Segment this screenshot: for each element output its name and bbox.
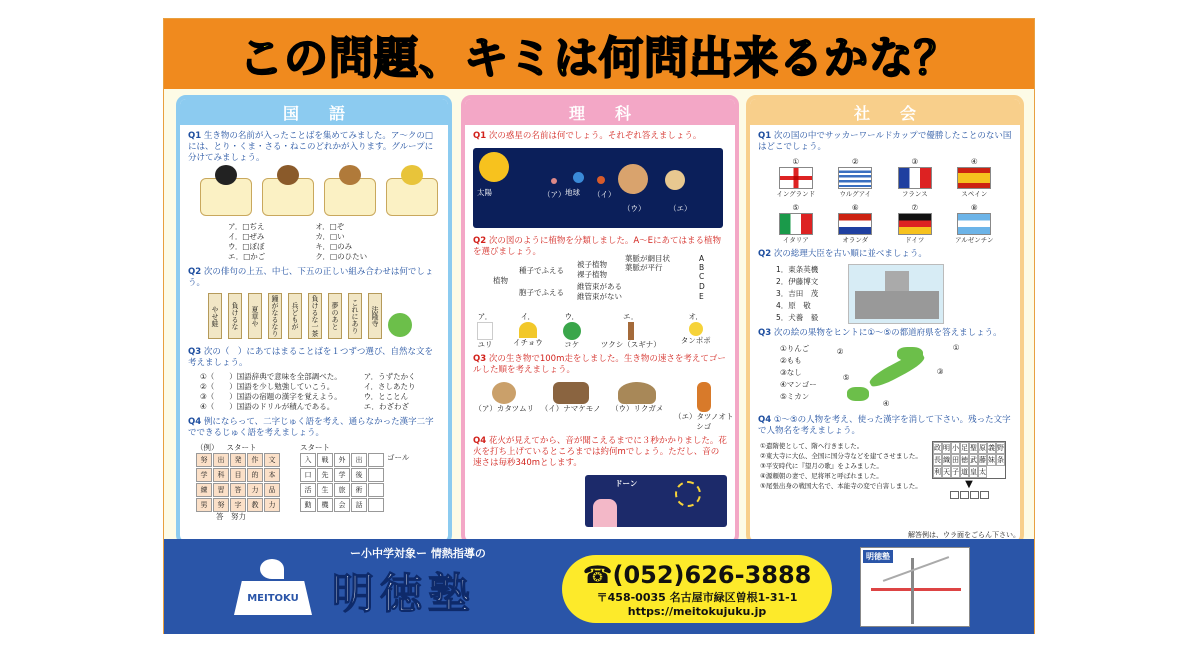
- kokugo-column: [176, 95, 452, 545]
- tree-node: C: [699, 272, 705, 281]
- animal-name: （ウ）リクガメ: [611, 404, 664, 413]
- question-text: 次の総理大臣を古い順に並べましょう。: [773, 249, 927, 259]
- list-item: ③平安時代に『望月の歌』をよみました。: [760, 462, 883, 470]
- logo: [234, 557, 312, 619]
- plant-name: ユリ: [477, 340, 493, 349]
- question-text: 次の絵の果物をヒントに①〜⑤の都道府県を答えましょう。: [773, 328, 1002, 338]
- grid-cell: 力: [247, 483, 263, 497]
- list-item: ④（ ）国語のドリルが積んである。: [200, 402, 335, 411]
- sun-icon: [479, 152, 509, 182]
- flag-number: ③: [911, 157, 919, 166]
- plant-mark: イ．: [520, 312, 536, 321]
- kyushu-shape: [847, 387, 869, 401]
- kanji-cell: 野: [997, 444, 1004, 452]
- grid-cell: 口: [300, 468, 316, 482]
- flag-item: [885, 203, 945, 245]
- rika-header: 理科: [465, 99, 735, 125]
- shakai-q4: [750, 415, 1020, 437]
- map-number: ②: [836, 347, 844, 356]
- plant-name: タンポポ: [680, 336, 711, 345]
- flag-icon: [957, 213, 991, 235]
- flag-item: [945, 157, 1005, 199]
- haiku-card: 法隆寺: [368, 293, 382, 339]
- tree-node: 被子植物: [577, 260, 607, 269]
- japan-map: [837, 343, 967, 413]
- list-item: ク．□のひたい: [315, 252, 368, 261]
- flag-icon: [838, 167, 872, 189]
- list-item: ①（ ）国語辞典で意味を全部調べた。: [200, 372, 342, 381]
- country-name: ドイツ: [905, 236, 925, 244]
- rika-q3: [465, 354, 735, 376]
- flag-number: ⑧: [970, 203, 978, 212]
- down-arrow-icon: ▼: [965, 479, 973, 490]
- logo-text: MEITOKU: [247, 593, 299, 604]
- moss-icon: [563, 322, 581, 340]
- question-number: Q1: [188, 131, 202, 141]
- kanji-cell: 妹: [988, 456, 995, 464]
- tree-node: B: [699, 263, 705, 272]
- planet-label: （エ）: [669, 204, 692, 213]
- grid-cell: 戦: [317, 453, 333, 467]
- q3-items: [180, 369, 448, 412]
- kanji-cell: 足: [961, 444, 968, 452]
- tree-node: 維管束がある: [577, 282, 622, 291]
- map-number: ③: [936, 367, 944, 376]
- saturn-icon: [665, 170, 685, 190]
- grid-cell: 習: [213, 483, 229, 497]
- choice: ア．うずたかく: [363, 372, 416, 381]
- kanji-cell: 子: [952, 468, 959, 476]
- animal-boxes: [180, 164, 448, 216]
- fruit-item: ④マンゴー: [780, 380, 817, 389]
- grid-cell: 努: [213, 498, 229, 512]
- grid-cell: 目: [230, 468, 246, 482]
- question-text: 次の図のように植物を分類しました。A〜Eにあてはまる植物を選びましょう。: [473, 236, 722, 257]
- list-item: ウ．□ぼぼ: [228, 242, 265, 251]
- kanji-cell: 田: [952, 456, 959, 464]
- animal-name: （ア）カタツムリ: [474, 404, 535, 413]
- grid-cell: 本: [264, 468, 280, 482]
- start-label: スタート: [300, 443, 330, 452]
- flag-icon: [779, 167, 813, 189]
- answer-box[interactable]: [950, 491, 959, 499]
- snail-icon: [492, 382, 516, 404]
- map-label: 明徳塾: [863, 550, 893, 563]
- fruit-item: ③なし: [780, 368, 802, 377]
- flag-icon: [779, 213, 813, 235]
- cat-box: [386, 178, 438, 216]
- kanji-cell: 長: [934, 456, 941, 464]
- list-item: エ．□かご: [228, 252, 266, 261]
- list-item: 1．東条英機: [776, 265, 819, 274]
- plant-mark: エ．: [623, 312, 639, 321]
- animal-name: （エ）タツノオトシゴ: [674, 412, 734, 431]
- classification-tree: [473, 254, 727, 308]
- map-number: ①: [952, 343, 960, 352]
- plant-mark: オ．: [688, 312, 703, 321]
- flag-number: ②: [851, 157, 859, 166]
- school-name: 明徳塾: [332, 569, 477, 618]
- map-number: ④: [882, 399, 890, 408]
- rika-q4: [465, 436, 735, 469]
- rika-q2: [465, 236, 735, 258]
- flag-number: ⑥: [851, 203, 859, 212]
- country-name: イングランド: [776, 190, 816, 198]
- puzzle-grid: [300, 453, 384, 512]
- list-item: イ．□ぜみ: [228, 232, 265, 241]
- flag-icon: [957, 167, 991, 189]
- sloth-icon: [553, 382, 589, 404]
- kokugo-q1: [180, 131, 448, 164]
- shakai-header: 社会: [750, 99, 1020, 125]
- q3-content: [750, 339, 1020, 413]
- question-number: Q3: [758, 328, 772, 338]
- country-name: アルゼンチン: [955, 236, 994, 244]
- country-name: ウルグアイ: [839, 190, 872, 198]
- shakai-q2: [750, 249, 1020, 260]
- kanji-grid: [932, 441, 1006, 479]
- diet-tower: [885, 271, 909, 291]
- choice: イ．さしあたり: [363, 382, 416, 391]
- ginkgo-icon: [519, 322, 537, 338]
- haiku-cards: [180, 289, 448, 339]
- seahorse-icon: [697, 382, 711, 412]
- earth-icon: [573, 172, 584, 183]
- grid-cell: 文: [264, 453, 280, 467]
- tree-node: 胞子でふえる: [519, 288, 564, 297]
- horsetail-icon: [628, 322, 634, 340]
- grid-cell: 出: [351, 453, 367, 467]
- grid-cell: 活: [300, 483, 316, 497]
- shakai-column: [746, 95, 1024, 545]
- kanji-cell: 原: [979, 444, 986, 452]
- question-text: 生き物の名前が入ったことばを集めてみました。ア〜クの□には、とり・くま・さる・ねこのどれかが入ります。グループに分けてみましょう。: [188, 131, 434, 163]
- lily-icon: [477, 322, 493, 340]
- plant-name: コケ: [564, 340, 580, 349]
- flag-item: [766, 157, 826, 199]
- plant-mark: ウ．: [564, 312, 579, 321]
- tree-node: 植物: [493, 276, 508, 285]
- frog-icon: [388, 313, 412, 337]
- kanji-cell: 武: [970, 456, 977, 464]
- website-link[interactable]: https://meitokujuku.jp: [627, 604, 767, 618]
- plant-name: ツクシ（スギナ）: [600, 340, 661, 349]
- sound-label: ドーン: [615, 479, 638, 488]
- grid-cell: 答: [230, 483, 246, 497]
- country-name: スペイン: [961, 190, 988, 198]
- question-number: Q4: [758, 415, 772, 425]
- kanji-cell: 小: [952, 444, 959, 452]
- bear-box: [262, 178, 314, 216]
- planet-a-icon: [551, 178, 557, 184]
- fruit-item: ①りんご: [780, 344, 810, 353]
- shakai-q3: [750, 328, 1020, 339]
- haiku-card: 負けるな: [228, 293, 242, 339]
- kanji-cell: 徳: [961, 456, 968, 464]
- question-number: Q1: [758, 131, 772, 141]
- country-name: オランダ: [842, 236, 869, 244]
- kanji-cell: 道: [961, 468, 968, 476]
- grid-cell: 後: [351, 468, 367, 482]
- access-map: [860, 547, 970, 627]
- grid-cell: 発: [230, 453, 246, 467]
- monkey-box: [324, 178, 376, 216]
- flag-icon: [898, 213, 932, 235]
- grid-cell: [368, 453, 384, 467]
- list-item: ③（ ）国語の宿題の漢字を覚えよう。: [200, 392, 342, 401]
- grid-cell: [368, 483, 384, 497]
- grid-cell: 科: [213, 468, 229, 482]
- space-background: [473, 148, 723, 228]
- contact-box: [562, 555, 832, 623]
- haiku-card: やせ蛙: [208, 293, 222, 339]
- question-text: 花火が見えてから、音が聞こえるまでに３秒かかりました。花火を打ち上げているところまでは約何mでしょう。ただし、音の速さは毎秒340mとします。: [473, 436, 727, 468]
- list-item: 2．伊藤博文: [776, 277, 819, 286]
- grid-cell: 外: [334, 453, 350, 467]
- question-number: Q4: [188, 417, 202, 427]
- bird-icon: [215, 165, 237, 185]
- list-item: ②東大寺に大仏、全国に国分寺などを建てさせました。: [760, 452, 922, 460]
- list-item: ②（ ）国語を少し勉強していこう。: [200, 382, 335, 391]
- question-number: Q3: [188, 347, 202, 357]
- flag-icon: [838, 213, 872, 235]
- kokugo-q2: [180, 267, 448, 289]
- kanji-cell: 天: [943, 468, 950, 476]
- list-item: ④源頼朝の妻で、尼将軍と呼ばれました。: [760, 472, 883, 480]
- question-text: 次の国の中でサッカーワールドカップで優勝したことのない国はどこでしょう。: [758, 131, 1012, 152]
- fireworks-image: [585, 475, 727, 529]
- question-text: 次の（ ）にあてはまることばを１つずつ選び、自然な文を考えましょう。: [188, 347, 434, 368]
- goal-label: ゴール: [387, 453, 410, 462]
- haiku-card: 夢のあと: [328, 293, 342, 339]
- kokugo-q3: [180, 347, 448, 369]
- list-item: ⑤尾張出身の戦国大名で、本能寺の変で自害しました。: [760, 482, 922, 490]
- monkey-icon: [339, 165, 361, 185]
- question-number: Q4: [473, 436, 487, 446]
- list-item: オ．□ぞ: [315, 222, 345, 231]
- flag-number: ⑦: [911, 203, 919, 212]
- flag-icon: [898, 167, 932, 189]
- grid-cell: 旅: [334, 483, 350, 497]
- example-label: （例）: [196, 443, 219, 452]
- q2-content: [750, 260, 1020, 324]
- tree-node: 葉脈が平行: [625, 263, 663, 272]
- question-number: Q2: [188, 267, 202, 277]
- example-grid: [196, 453, 280, 512]
- firework-icon: [675, 481, 701, 507]
- tree-node: 種子でふえる: [519, 266, 564, 275]
- address: 〒458-0035 名古屋市緑区曽根1-31-1: [596, 590, 798, 604]
- haiku-card: 兵どもが: [288, 293, 302, 339]
- grid-cell: 先: [317, 468, 333, 482]
- animal-name: （イ）ナマケモノ: [540, 404, 601, 413]
- planet-label: （ウ）: [623, 204, 646, 213]
- flag-number: ①: [792, 157, 800, 166]
- tortoise-icon: [618, 382, 656, 404]
- planet-image: [473, 148, 727, 236]
- kanji-cell: 太: [979, 468, 986, 476]
- answer-box[interactable]: [970, 491, 979, 499]
- grid-cell: 学: [334, 468, 350, 482]
- kanji-cell: 織: [943, 456, 950, 464]
- answer-box[interactable]: [960, 491, 969, 499]
- shakai-q1: [750, 131, 1020, 153]
- list-item: 5．犬養 毅: [776, 313, 819, 322]
- plant-mark: ア．: [477, 312, 493, 321]
- grid-cell: 出: [213, 453, 229, 467]
- question-text: 次の生き物で100m走をしました。生き物の速さを考えてゴールした順を考えましょう。: [473, 354, 726, 375]
- tree-node: A: [699, 254, 705, 263]
- grid-cell: 入: [300, 453, 316, 467]
- country-name: フランス: [901, 190, 928, 198]
- haiku-card: 夏草や: [248, 293, 262, 339]
- flyer-sheet: [163, 18, 1035, 634]
- tree-node: D: [699, 282, 705, 291]
- haiku-card: 負けるな一茶: [308, 293, 322, 339]
- footer: [164, 539, 1034, 634]
- grid-cell: 力: [264, 498, 280, 512]
- flag-item: [826, 157, 886, 199]
- flag-number: ④: [970, 157, 978, 166]
- race-animals: [465, 376, 735, 432]
- kokugo-q4: [180, 417, 448, 439]
- grid-cell: 動: [300, 498, 316, 512]
- answer-note: 解答例は、ウラ面をごらん下さい。: [908, 531, 1020, 539]
- q4-content: [750, 437, 1020, 499]
- question-text: 次の俳句の上五、中七、下五の正しい組み合わせは何でしょう。: [188, 267, 434, 288]
- dandelion-icon: [689, 322, 703, 336]
- list-item: ア．□ぢえ: [228, 222, 265, 231]
- flag-item: [885, 157, 945, 199]
- map-road: [871, 588, 961, 591]
- planet-b-icon: [597, 176, 605, 184]
- phone-number[interactable]: ☎(052)626-3888: [582, 560, 812, 589]
- haiku-card: これにあり: [348, 293, 362, 339]
- list-item: ①遣隋使として、隋へ行きました。: [760, 442, 864, 450]
- cat-icon: [401, 165, 423, 185]
- flag-item: [826, 203, 886, 245]
- planet-label: 太陽: [477, 188, 492, 197]
- grid-cell: 練: [196, 483, 212, 497]
- choice: ウ．とことん: [363, 392, 409, 401]
- map-number: ⑤: [842, 373, 850, 382]
- tree-node: 裸子植物: [577, 270, 607, 279]
- diet-building-image: [848, 264, 944, 324]
- fruit-item: ⑤ミカン: [780, 392, 810, 401]
- grid-cell: 会: [334, 498, 350, 512]
- planet-label: （ア）: [543, 190, 566, 199]
- q1-items: [180, 216, 448, 262]
- flag-grid: [750, 153, 1020, 245]
- planet-label: （イ）: [593, 190, 616, 199]
- grid-cell: 教: [247, 498, 263, 512]
- planet-label: 地球: [565, 188, 580, 197]
- list-item: カ．□い: [315, 232, 345, 241]
- flag-item: [766, 203, 826, 245]
- list-item: 3．吉田 茂: [776, 289, 819, 298]
- flag-number: ⑤: [792, 203, 800, 212]
- kanji-cell: 明: [943, 444, 950, 452]
- answer-label: 答 努力: [216, 512, 246, 521]
- list-item: 4．原 敬: [776, 301, 811, 310]
- rika-column: [461, 95, 739, 545]
- question-text: 例にならって、二字じゅく語を考え、通らなかった漢字二字でできるじゅく語を考えましょう。: [188, 417, 434, 438]
- kanji-cell: 藤: [979, 456, 986, 464]
- question-number: Q1: [473, 131, 487, 141]
- question-number: Q2: [758, 249, 772, 259]
- answer-box[interactable]: [980, 491, 989, 499]
- grid-cell: 作: [247, 453, 263, 467]
- plant-name: イチョウ: [513, 338, 543, 347]
- kanji-cell: 聖: [970, 444, 977, 452]
- bird-box: [200, 178, 252, 216]
- grid-cell: 学: [196, 468, 212, 482]
- kanji-cell: 政: [934, 444, 941, 452]
- grid-cell: 生: [317, 483, 333, 497]
- bear-icon: [277, 165, 299, 185]
- haiku-card: 鐘がなるなり: [268, 293, 282, 339]
- fruit-item: ②もも: [780, 356, 802, 365]
- grid-cell: 機: [317, 498, 333, 512]
- start-label: スタート: [226, 443, 257, 452]
- grid-cell: 努: [196, 453, 212, 467]
- people-icon: [593, 499, 617, 527]
- country-name: イタリア: [782, 236, 809, 244]
- question-number: Q2: [473, 236, 487, 246]
- plant-list: [465, 308, 735, 350]
- question-text: ①〜⑤の人物を考え、使った漢字を消して下さい。残った文字で人物名を考えましょう。: [758, 415, 1011, 436]
- flag-item: [945, 203, 1005, 245]
- tree-node: E: [699, 292, 704, 301]
- kanji-cell: 条: [997, 456, 1004, 464]
- grid-cell: 男: [196, 498, 212, 512]
- grid-cell: 的: [247, 468, 263, 482]
- q4-grids: [180, 439, 448, 522]
- grid-cell: 品: [264, 483, 280, 497]
- jupiter-icon: [618, 164, 648, 194]
- kanji-cell: 皇: [970, 468, 977, 476]
- grid-cell: [368, 468, 384, 482]
- tagline: ー小中学対象ー 情熱指導の: [350, 547, 486, 560]
- choice: エ．わざわざ: [363, 402, 409, 411]
- grid-cell: 字: [230, 498, 246, 512]
- kanji-cell: 義: [988, 444, 995, 452]
- diet-body: [855, 291, 939, 319]
- list-item: キ．□のみ: [315, 242, 353, 251]
- answer-boxes: [932, 491, 1006, 499]
- question-text: 次の惑星の名前は何でしょう。それぞれ答えましょう。: [488, 131, 702, 141]
- question-number: Q3: [473, 354, 487, 364]
- kokugo-header: 国語: [180, 99, 448, 125]
- rika-q1: [465, 131, 735, 142]
- tree-node: 葉脈が網目状: [625, 254, 670, 263]
- title-banner: [164, 19, 1034, 89]
- leaf-icon: [260, 559, 284, 579]
- kanji-cell: 利: [934, 468, 941, 476]
- tree-node: 維管束がない: [577, 292, 622, 301]
- grid-cell: 術: [351, 483, 367, 497]
- grid-cell: [368, 498, 384, 512]
- banner-title: この問題、キミは何問出来るかな？: [239, 33, 959, 84]
- grid-cell: 話: [351, 498, 367, 512]
